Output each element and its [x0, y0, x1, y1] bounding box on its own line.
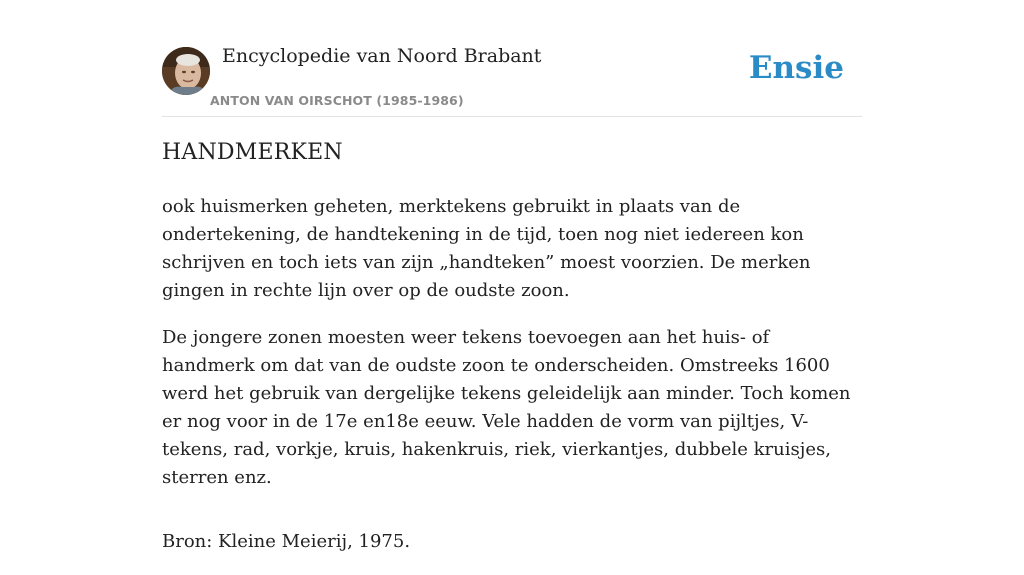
entry-source: Bron: Kleine Meierij, 1975.	[162, 531, 411, 552]
entry-title: HANDMERKEN	[162, 140, 343, 165]
source-title-link[interactable]: Encyclopedie van Noord Brabant	[222, 45, 542, 67]
header	[162, 0, 862, 117]
entry-paragraph: De jongere zonen moesten weer tekens toevoegen aan het huis- of handmerk om dat van de oudste zoon te onderscheiden. Omstreeks 1600 werd het gebruik van dergelijke tekens geleidelijk aan minder. Toch komen er nog voor in de 17e en18e eeuw. Vele hadden de vorm van pijltjes, V-tekens, rad, vorkje, kruis, hakenkruis, riek, vierkantjes, dubbele kruisjes, sterren enz.	[162, 327, 851, 488]
ensie-logo[interactable]: Ensie	[748, 50, 844, 86]
avatar-portrait-image	[162, 47, 210, 95]
author-label: ANTON VAN OIRSCHOT (1985-1986)	[210, 93, 464, 108]
entry-body	[162, 193, 862, 575]
entry-paragraph: ook huismerken geheten, merktekens gebruikt in plaats van de ondertekening, de handtekening in de tijd, toen nog niet iedereen kon schrijven en toch iets van zijn „handteken” moest voorzien. De merken gingen in rechte lijn over op de oudste zoon.	[162, 196, 811, 301]
page	[162, 0, 862, 552]
author-avatar[interactable]	[162, 47, 210, 95]
